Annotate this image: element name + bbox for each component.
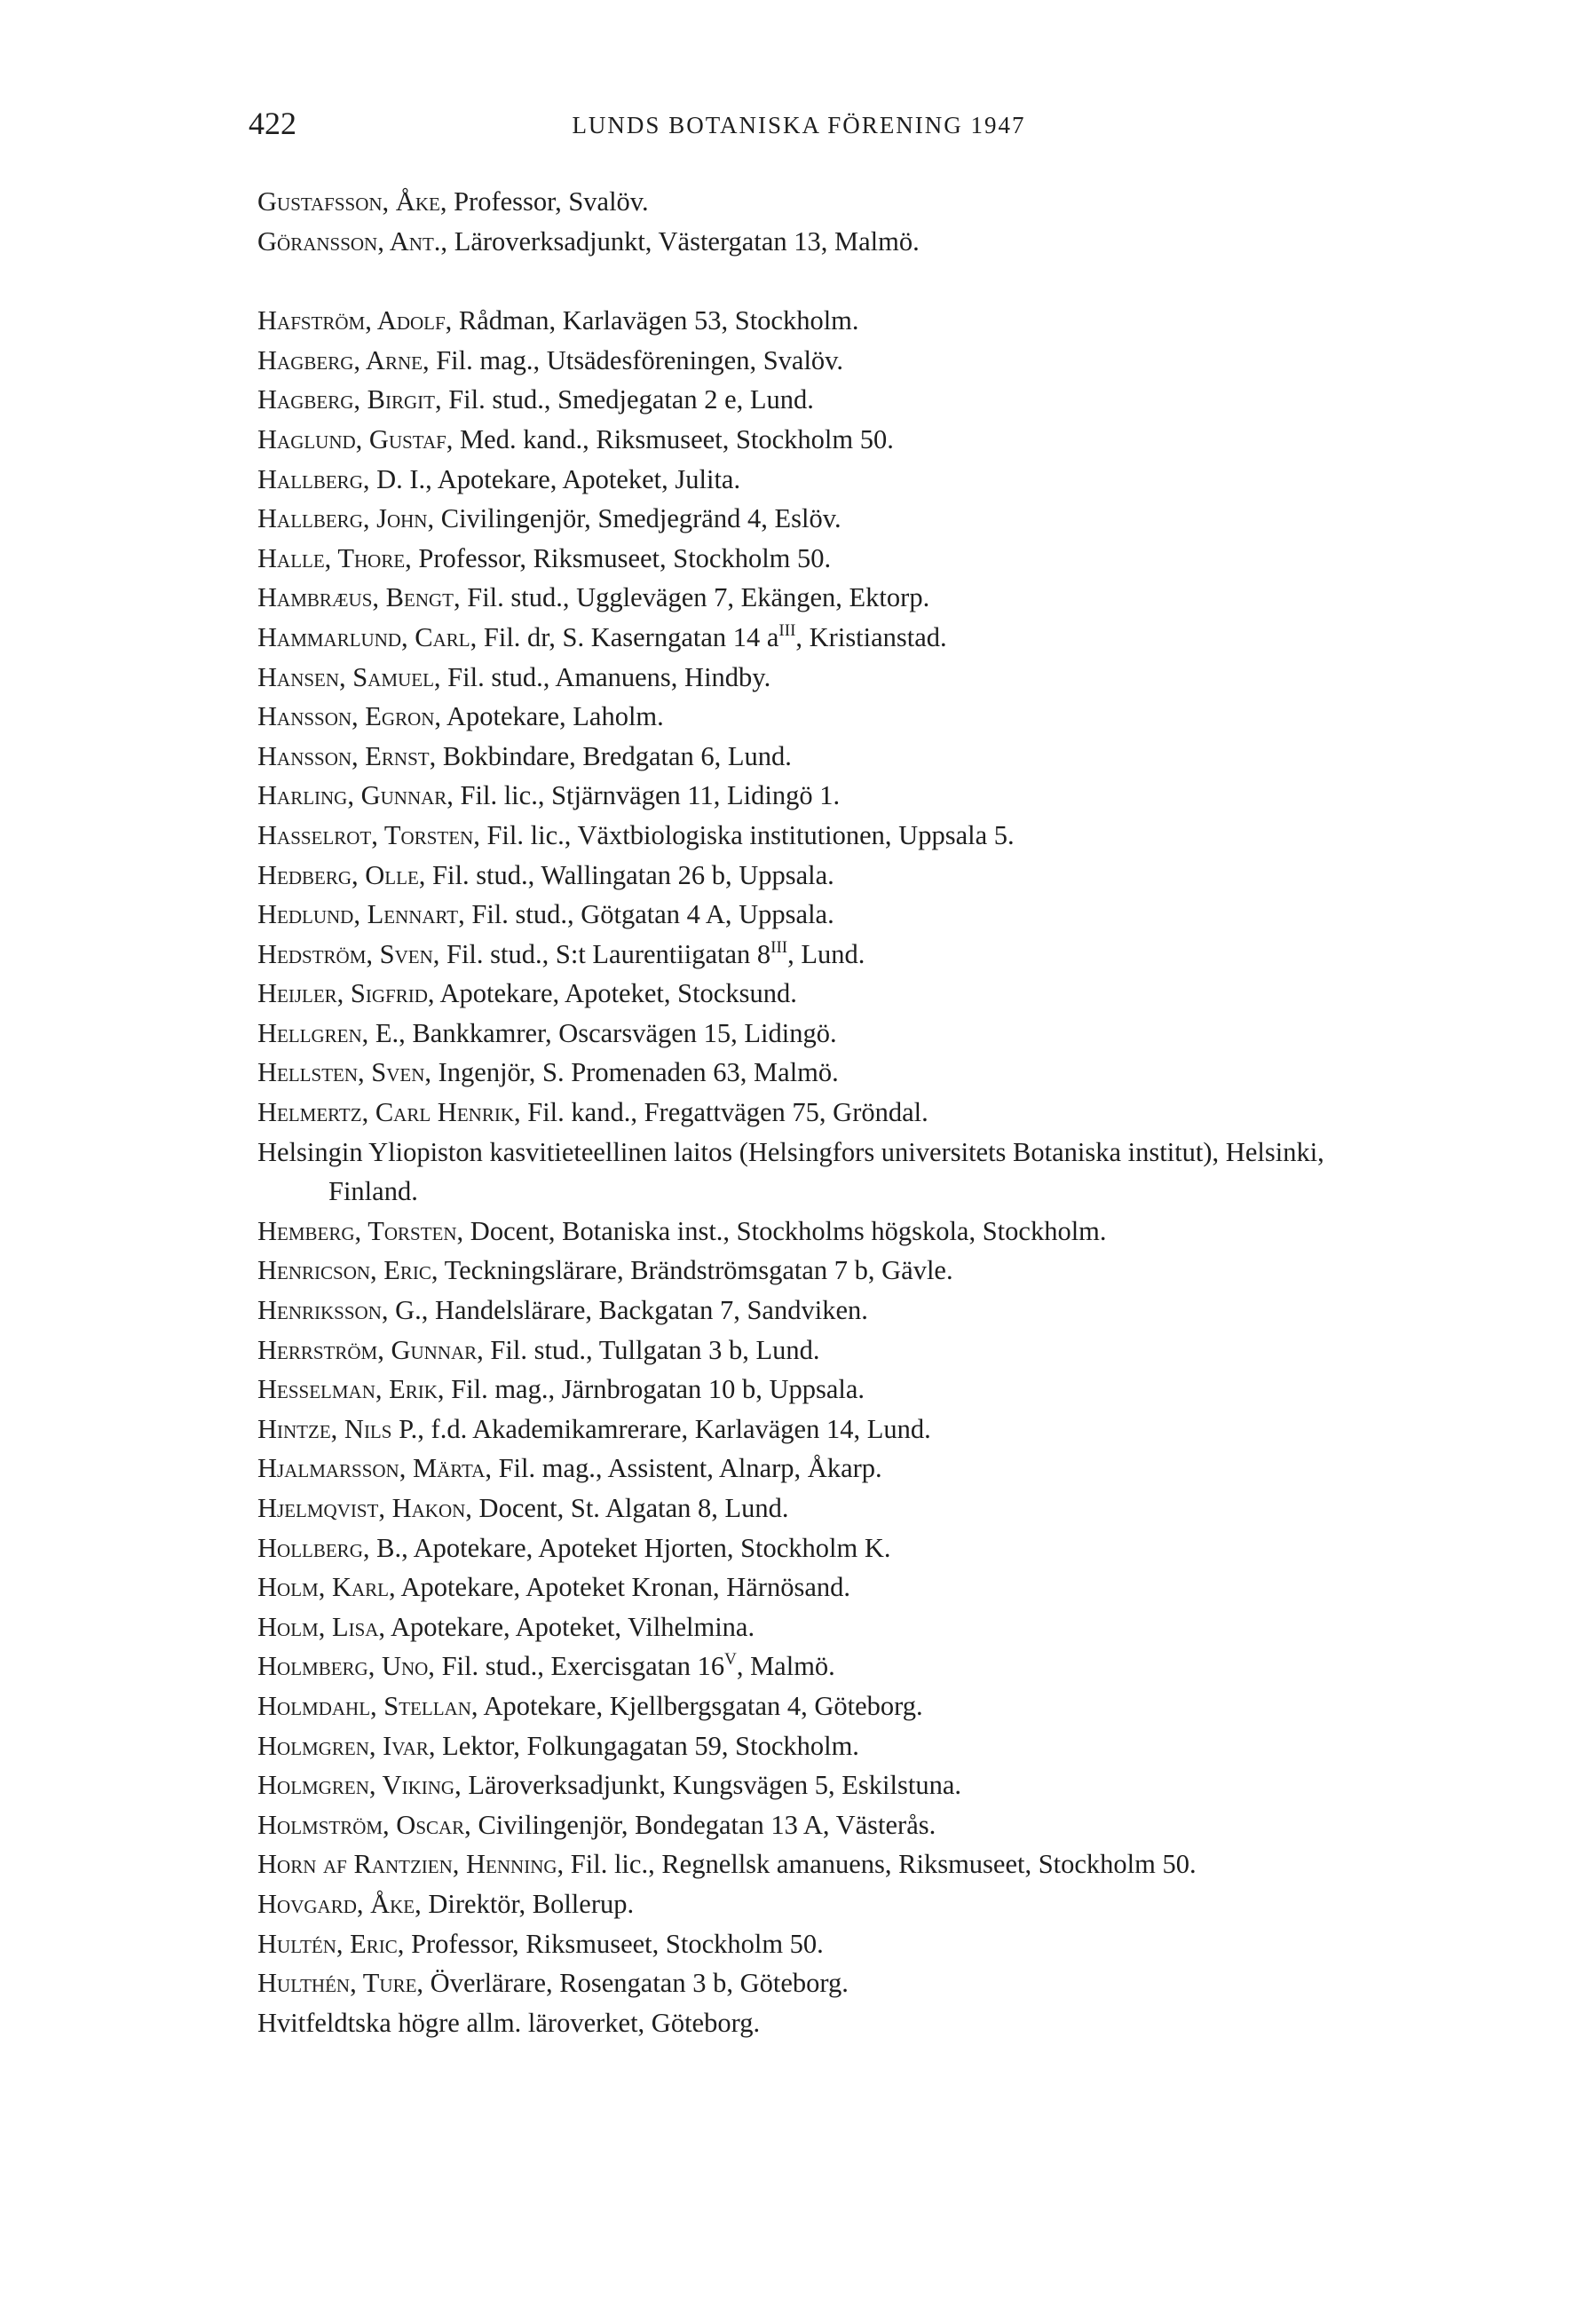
address-superscript: III bbox=[770, 937, 788, 957]
member-details: Apotekare, Apoteket Hjorten, Stockholm K. bbox=[407, 1532, 891, 1563]
member-entry bbox=[257, 1568, 1358, 1607]
member-details: Apotekare, Kjellbergsgatan 4, Göteborg. bbox=[478, 1690, 923, 1721]
member-name: Hesselman, Erik, bbox=[257, 1374, 445, 1405]
member-details: Fil. mag., Assistent, Alnarp, Åkarp. bbox=[491, 1453, 882, 1484]
member-name: Hallberg, John, bbox=[257, 503, 435, 534]
member-details: Läroverksadjunkt, Kungsvägen 5, Eskilstuna. bbox=[461, 1770, 961, 1801]
member-details: Fil. stud., Ugglevägen 7, Ekängen, Ektorp. bbox=[460, 582, 930, 613]
member-name: Hultén, Eric, bbox=[257, 1928, 405, 1959]
member-name: Holmström, Oscar, bbox=[257, 1809, 471, 1840]
member-details: Fil. stud., Tullgatan 3 b, Lund. bbox=[483, 1334, 820, 1365]
member-entry bbox=[257, 1212, 1358, 1252]
member-details: Professor, Riksmuseet, Stockholm 50. bbox=[411, 542, 832, 573]
member-entry bbox=[257, 1449, 1358, 1489]
member-name: Holm, Lisa, bbox=[257, 1611, 386, 1642]
member-details: Apotekare, Laholm. bbox=[441, 701, 664, 732]
member-name: Holm, Karl, bbox=[257, 1572, 396, 1603]
member-name: Hulthén, Ture, bbox=[257, 1968, 424, 1999]
member-name: Holmdahl, Stellan, bbox=[257, 1690, 478, 1721]
member-entry bbox=[257, 737, 1358, 777]
member-entry bbox=[257, 1726, 1358, 1766]
member-entry bbox=[257, 1844, 1358, 1884]
member-entry bbox=[257, 1014, 1358, 1054]
member-name: Henricson, Eric, bbox=[257, 1255, 439, 1286]
address-superscript: III bbox=[778, 620, 796, 640]
member-details: Med. kand., Riksmuseet, Stockholm 50. bbox=[453, 423, 894, 454]
member-details: Läroverksadjunkt, Västergatan 13, Malmö. bbox=[447, 225, 920, 257]
member-entry bbox=[257, 2003, 1358, 2043]
member-details: Fil. kand., Fregattvägen 75, Gröndal. bbox=[520, 1097, 928, 1128]
member-entry bbox=[257, 935, 1358, 975]
member-details: Teckningslärare, Brändströmsgatan 7 b, Gävle. bbox=[438, 1255, 953, 1286]
member-details-tail: , Lund. bbox=[787, 938, 865, 969]
member-name: Hintze, Nils P., bbox=[257, 1413, 424, 1444]
member-entry bbox=[257, 1053, 1358, 1093]
member-details: Fil. lic., Stjärnvägen 11, Lidingö 1. bbox=[453, 780, 841, 811]
member-name: Hansson, Ernst, bbox=[257, 740, 437, 771]
member-name: Hammarlund, Carl, bbox=[257, 621, 478, 652]
member-entry bbox=[257, 618, 1358, 658]
member-details: Överlärare, Rosengatan 3 b, Göteborg. bbox=[423, 1968, 849, 1999]
member-details: Fil. stud., Wallingatan 26 b, Uppsala. bbox=[425, 859, 834, 890]
member-details: Apotekare, Apoteket Kronan, Härnösand. bbox=[395, 1572, 851, 1603]
member-entry bbox=[257, 1370, 1358, 1410]
member-details: Civilingenjör, Bondegatan 13 A, Västerås. bbox=[470, 1809, 936, 1840]
member-list bbox=[257, 182, 1358, 2042]
member-name: Hellsten, Sven, bbox=[257, 1057, 432, 1088]
member-details: Fil. lic., Regnellsk amanuens, Riksmuseet, Stockholm 50. bbox=[564, 1849, 1197, 1880]
member-name: Hemberg, Torsten, bbox=[257, 1215, 464, 1246]
member-entry bbox=[257, 1805, 1358, 1845]
member-entry bbox=[257, 1963, 1358, 2003]
member-entry bbox=[257, 1093, 1358, 1133]
member-details: Fil. stud., Smedjegatan 2 e, Lund. bbox=[441, 384, 814, 415]
member-name: Gustafsson, Åke, bbox=[257, 186, 447, 217]
member-details: Professor, Riksmuseet, Stockholm 50. bbox=[404, 1928, 824, 1959]
member-name: Hedlund, Lennart, bbox=[257, 899, 465, 930]
member-entry bbox=[257, 1489, 1358, 1528]
member-entry bbox=[257, 658, 1358, 698]
member-details: Docent, St. Algatan 8, Lund. bbox=[471, 1493, 789, 1523]
member-entry bbox=[257, 420, 1358, 460]
member-entry bbox=[257, 816, 1358, 856]
member-name: Hjalmarsson, Märta, bbox=[257, 1453, 492, 1484]
running-title: LUNDS BOTANISKA FÖRENING 1947 bbox=[572, 112, 1026, 138]
member-name: Herrström, Gunnar, bbox=[257, 1334, 484, 1365]
member-details: Handelslärare, Backgatan 7, Sandviken. bbox=[428, 1295, 868, 1326]
member-entry bbox=[257, 1528, 1358, 1568]
member-name: Hasselrot, Torsten, bbox=[257, 819, 480, 850]
member-entry bbox=[257, 1765, 1358, 1805]
member-name: Hovgard, Åke, bbox=[257, 1888, 422, 1919]
page-header bbox=[249, 105, 1349, 149]
member-name: Harling, Gunnar, bbox=[257, 780, 454, 811]
member-entry bbox=[257, 1607, 1358, 1647]
member-details: Docent, Botaniska inst., Stockholms högskola, Stockholm. bbox=[463, 1215, 1107, 1246]
member-entry bbox=[257, 1647, 1358, 1686]
member-entry bbox=[257, 895, 1358, 935]
member-details: Fil. lic., Växtbiologiska institutionen, Uppsala 5. bbox=[479, 819, 1015, 850]
address-superscript: V bbox=[724, 1650, 737, 1670]
member-details: Ingenjör, S. Promenaden 63, Malmö. bbox=[431, 1057, 839, 1088]
member-entry bbox=[257, 222, 1358, 262]
member-entry bbox=[257, 301, 1358, 341]
member-entry bbox=[257, 460, 1358, 500]
member-entry bbox=[257, 380, 1358, 420]
member-name: Heijler, Sigfrid, bbox=[257, 978, 435, 1009]
member-details: Fil. mag., Utsädesföreningen, Svalöv. bbox=[429, 344, 844, 375]
member-details: Apotekare, Apoteket, Vilhelmina. bbox=[385, 1611, 755, 1642]
member-name: Horn af Rantzien, Henning, bbox=[257, 1849, 565, 1880]
member-entry bbox=[257, 539, 1358, 579]
member-details: Apotekare, Apoteket, Stocksund. bbox=[434, 978, 797, 1009]
member-entry bbox=[257, 499, 1358, 539]
member-details: Hvitfeldtska högre allm. läroverket, Göteborg. bbox=[257, 2007, 761, 2038]
member-details: Fil. stud., Amanuens, Hindby. bbox=[440, 661, 771, 692]
member-name: Hagberg, Birgit, bbox=[257, 384, 442, 415]
member-details: Fil. stud., Götgatan 4 A, Uppsala. bbox=[464, 899, 834, 930]
member-entry bbox=[257, 1884, 1358, 1924]
member-name: Hellgren, E., bbox=[257, 1017, 406, 1048]
member-entry bbox=[257, 1331, 1358, 1370]
member-name: Hjelmqvist, Hakon, bbox=[257, 1493, 472, 1523]
member-details-tail: , Malmö. bbox=[736, 1651, 835, 1682]
member-entry bbox=[257, 1133, 1358, 1212]
member-name: Holmberg, Uno, bbox=[257, 1651, 435, 1682]
member-details: Direktör, Bollerup. bbox=[421, 1888, 635, 1919]
member-details: Civilingenjör, Smedjegränd 4, Eslöv. bbox=[434, 503, 841, 534]
member-details: Fil. mag., Järnbrogatan 10 b, Uppsala. bbox=[444, 1374, 865, 1405]
member-entry bbox=[257, 856, 1358, 896]
member-name: Holmgren, Ivar, bbox=[257, 1730, 436, 1761]
member-name: Holmgren, Viking, bbox=[257, 1770, 462, 1801]
member-entry bbox=[257, 1686, 1358, 1726]
member-name: Hambræus, Bengt, bbox=[257, 582, 461, 613]
member-name: Hedström, Sven, bbox=[257, 938, 440, 969]
member-details: Helsingin Yliopiston kasvitieteellinen laitos (Helsingfors universitets Botaniska institut), Helsinki, Finland. bbox=[257, 1136, 1324, 1207]
member-entry bbox=[257, 1291, 1358, 1331]
member-details: Bankkamrer, Oscarsvägen 15, Lidingö. bbox=[405, 1017, 837, 1048]
member-name: Helmertz, Carl Henrik, bbox=[257, 1097, 521, 1128]
member-name: Hansen, Samuel, bbox=[257, 661, 441, 692]
member-entry bbox=[257, 776, 1358, 816]
member-details: Fil. stud., Exercisgatan 16 bbox=[434, 1651, 725, 1682]
member-entry bbox=[257, 341, 1358, 381]
member-details: Rådman, Karlavägen 53, Stockholm. bbox=[452, 305, 859, 336]
member-entry bbox=[257, 1924, 1358, 1964]
member-name: Hansson, Egron, bbox=[257, 701, 442, 732]
member-entry bbox=[257, 974, 1358, 1014]
member-entry bbox=[257, 1410, 1358, 1449]
member-details: f.d. Akademikamrerare, Karlavägen 14, Lund. bbox=[423, 1413, 931, 1444]
member-entry bbox=[257, 578, 1358, 618]
member-name: Hedberg, Olle, bbox=[257, 859, 426, 890]
member-entry bbox=[257, 182, 1358, 222]
member-details: Apotekare, Apoteket, Julita. bbox=[431, 463, 741, 494]
member-name: Hallberg, D. I., bbox=[257, 463, 432, 494]
member-details: Fil. stud., S:t Laurentiigatan 8 bbox=[439, 938, 771, 969]
member-details: Bokbindare, Bredgatan 6, Lund. bbox=[436, 740, 792, 771]
member-details: Professor, Svalöv. bbox=[446, 186, 649, 217]
member-details: Fil. dr, S. Kaserngatan 14 a bbox=[477, 621, 779, 652]
page-number: 422 bbox=[249, 106, 296, 141]
member-entry bbox=[257, 697, 1358, 737]
member-name: Göransson, Ant., bbox=[257, 225, 448, 257]
member-name: Hagberg, Arne, bbox=[257, 344, 430, 375]
member-details: Lektor, Folkungagatan 59, Stockholm. bbox=[435, 1730, 859, 1761]
member-name: Halle, Thore, bbox=[257, 542, 412, 573]
member-name: Hafström, Adolf, bbox=[257, 305, 453, 336]
member-details-tail: , Kristianstad. bbox=[795, 621, 947, 652]
member-entry bbox=[257, 1251, 1358, 1291]
member-name: Haglund, Gustaf, bbox=[257, 423, 454, 454]
member-name: Hollberg, B., bbox=[257, 1532, 408, 1563]
member-name: Henriksson, G., bbox=[257, 1295, 429, 1326]
